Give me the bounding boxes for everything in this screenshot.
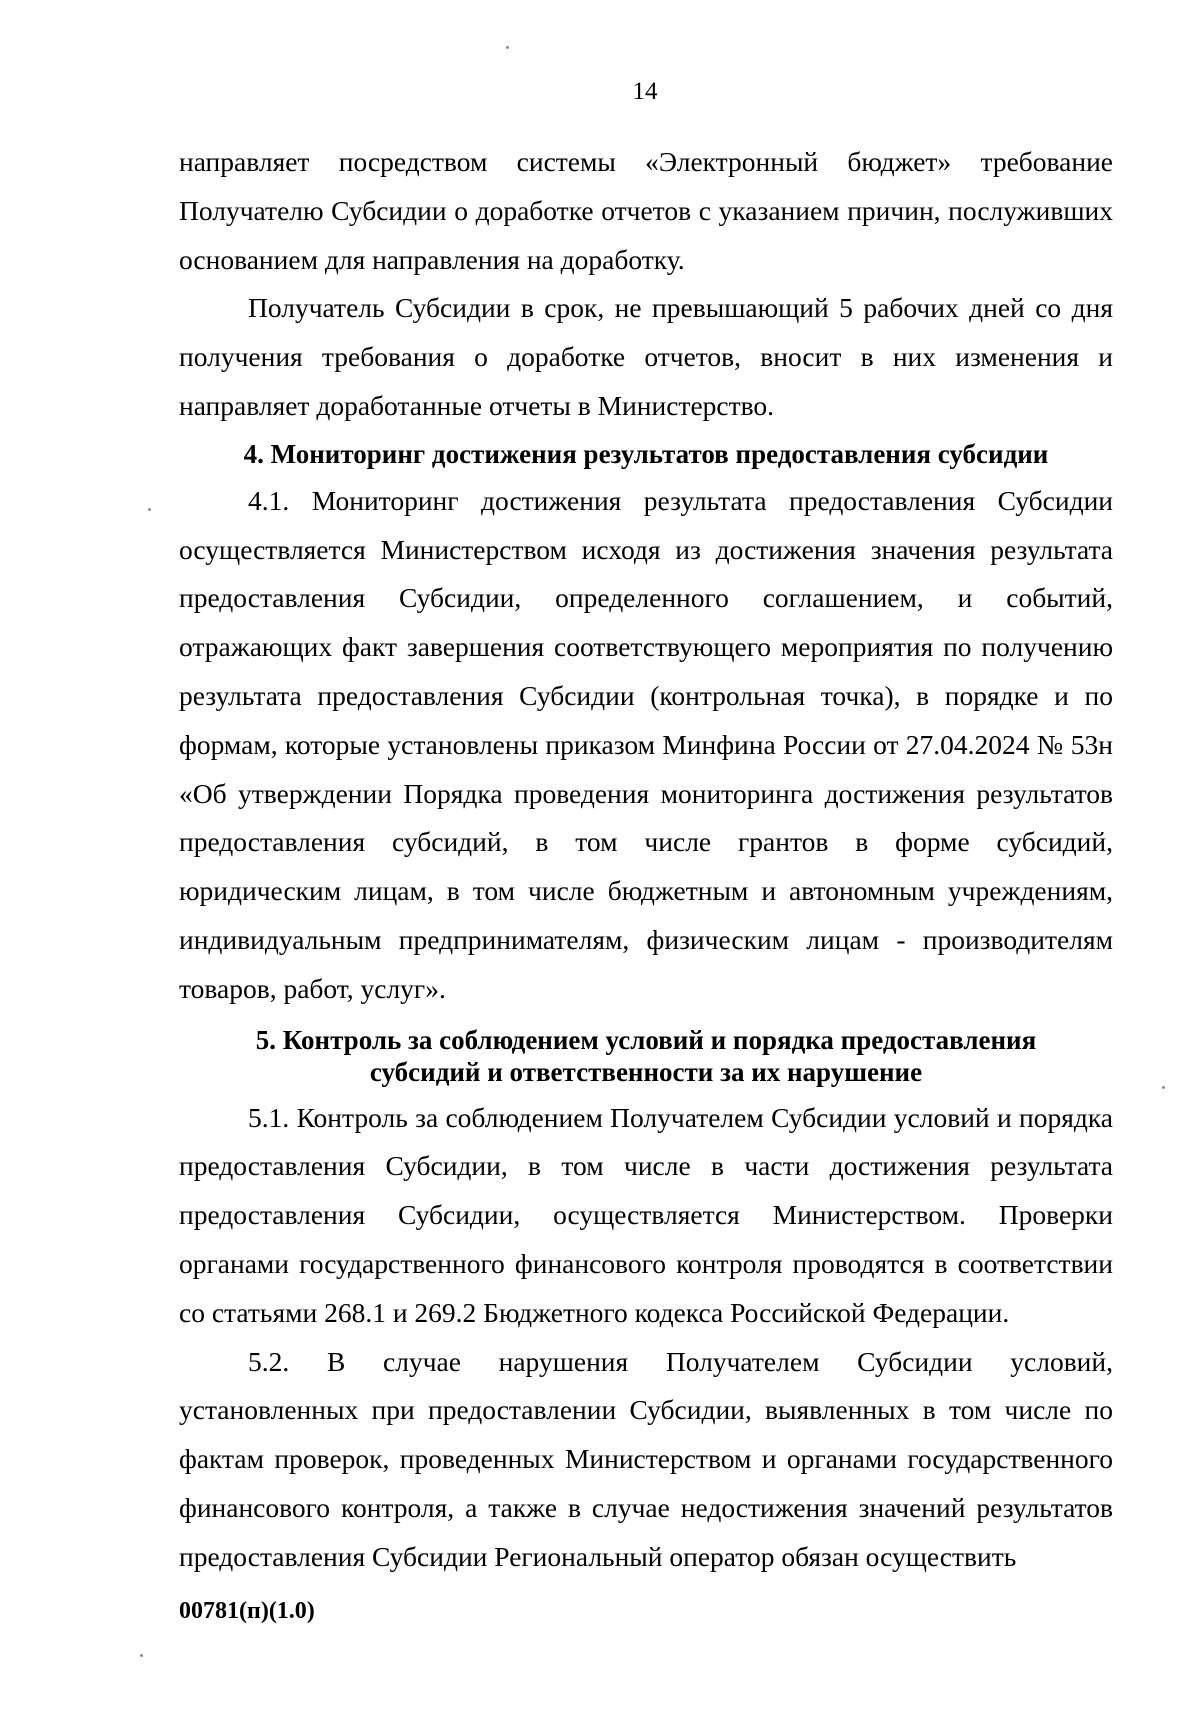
scan-speck [1162, 1086, 1165, 1089]
document-body [179, 138, 1113, 1582]
scan-speck [148, 508, 151, 511]
section-heading-5 [179, 1014, 1113, 1094]
scan-speck [140, 1654, 143, 1657]
document-code: 00781(п)(1.0) [179, 1598, 315, 1624]
section-heading-5-line-2: субсидий и ответственности за их нарушение [369, 1056, 923, 1087]
paragraph-5-2: 5.2. В случае нарушения Получателем Субсидии условий, установленных при предоставлении Субсидии, выявленных в том числе по фактам проверок, проведенных Министерством и органами государственного финансового контроля, а также в случае недостижения значений результатов предоставления Субсидии Региональный оператор обязан осуществить [179, 1345, 1113, 1572]
section-heading-5-line-1: 5. Контроль за соблюдением условий и порядка предоставления [255, 1024, 1037, 1055]
paragraph-recipient-deadline: Получатель Субсидии в срок, не превышающий 5 рабочих дней со дня получения требования о доработке отчетов, вносит в них изменения и направляет доработанные отчеты в Министерство. [179, 292, 1113, 421]
paragraph-4-1: 4.1. Мониторинг достижения результата предоставления Субсидии осуществляется Министерством исходя из достижения значения результата предоставления Субсидии, определенного соглашением, и событий, отражающих факт завершения соответствующего мероприятия по получению результата предоставления Субсидии (контрольная точка), в порядке и по формам, которые установлены приказом Минфина России от 27.04.2024 № 53н «Об утверждении Порядка проведения мониторинга достижения результатов предоставления субсидий, в том числе грантов в форме субсидий, юридическим лицам, в том числе бюджетным и автономным учреждениям, индивидуальным предпринимателям, физическим лицам - производителям товаров, работ, услуг». [179, 484, 1113, 1004]
section-heading-4: 4. Мониторинг достижения результатов предоставления субсидии [243, 438, 1049, 469]
scan-speck [506, 46, 509, 49]
paragraph-report-revision: направляет посредством системы «Электронный бюджет» требование Получателю Субсидии о доработке отчетов с указанием причин, послуживших основанием для направления на доработку. [179, 146, 1113, 275]
page-number: 14 [632, 78, 658, 105]
paragraph-5-1: 5.1. Контроль за соблюдением Получателем Субсидии условий и порядка предоставления Субсидии, в том числе в части достижения результата предоставления Субсидии, осуществляется Министерством. Проверки органами государственного финансового контроля проводятся в соответствии со статьями 268.1 и 269.2 Бюджетного кодекса Российской Федерации. [179, 1101, 1113, 1328]
